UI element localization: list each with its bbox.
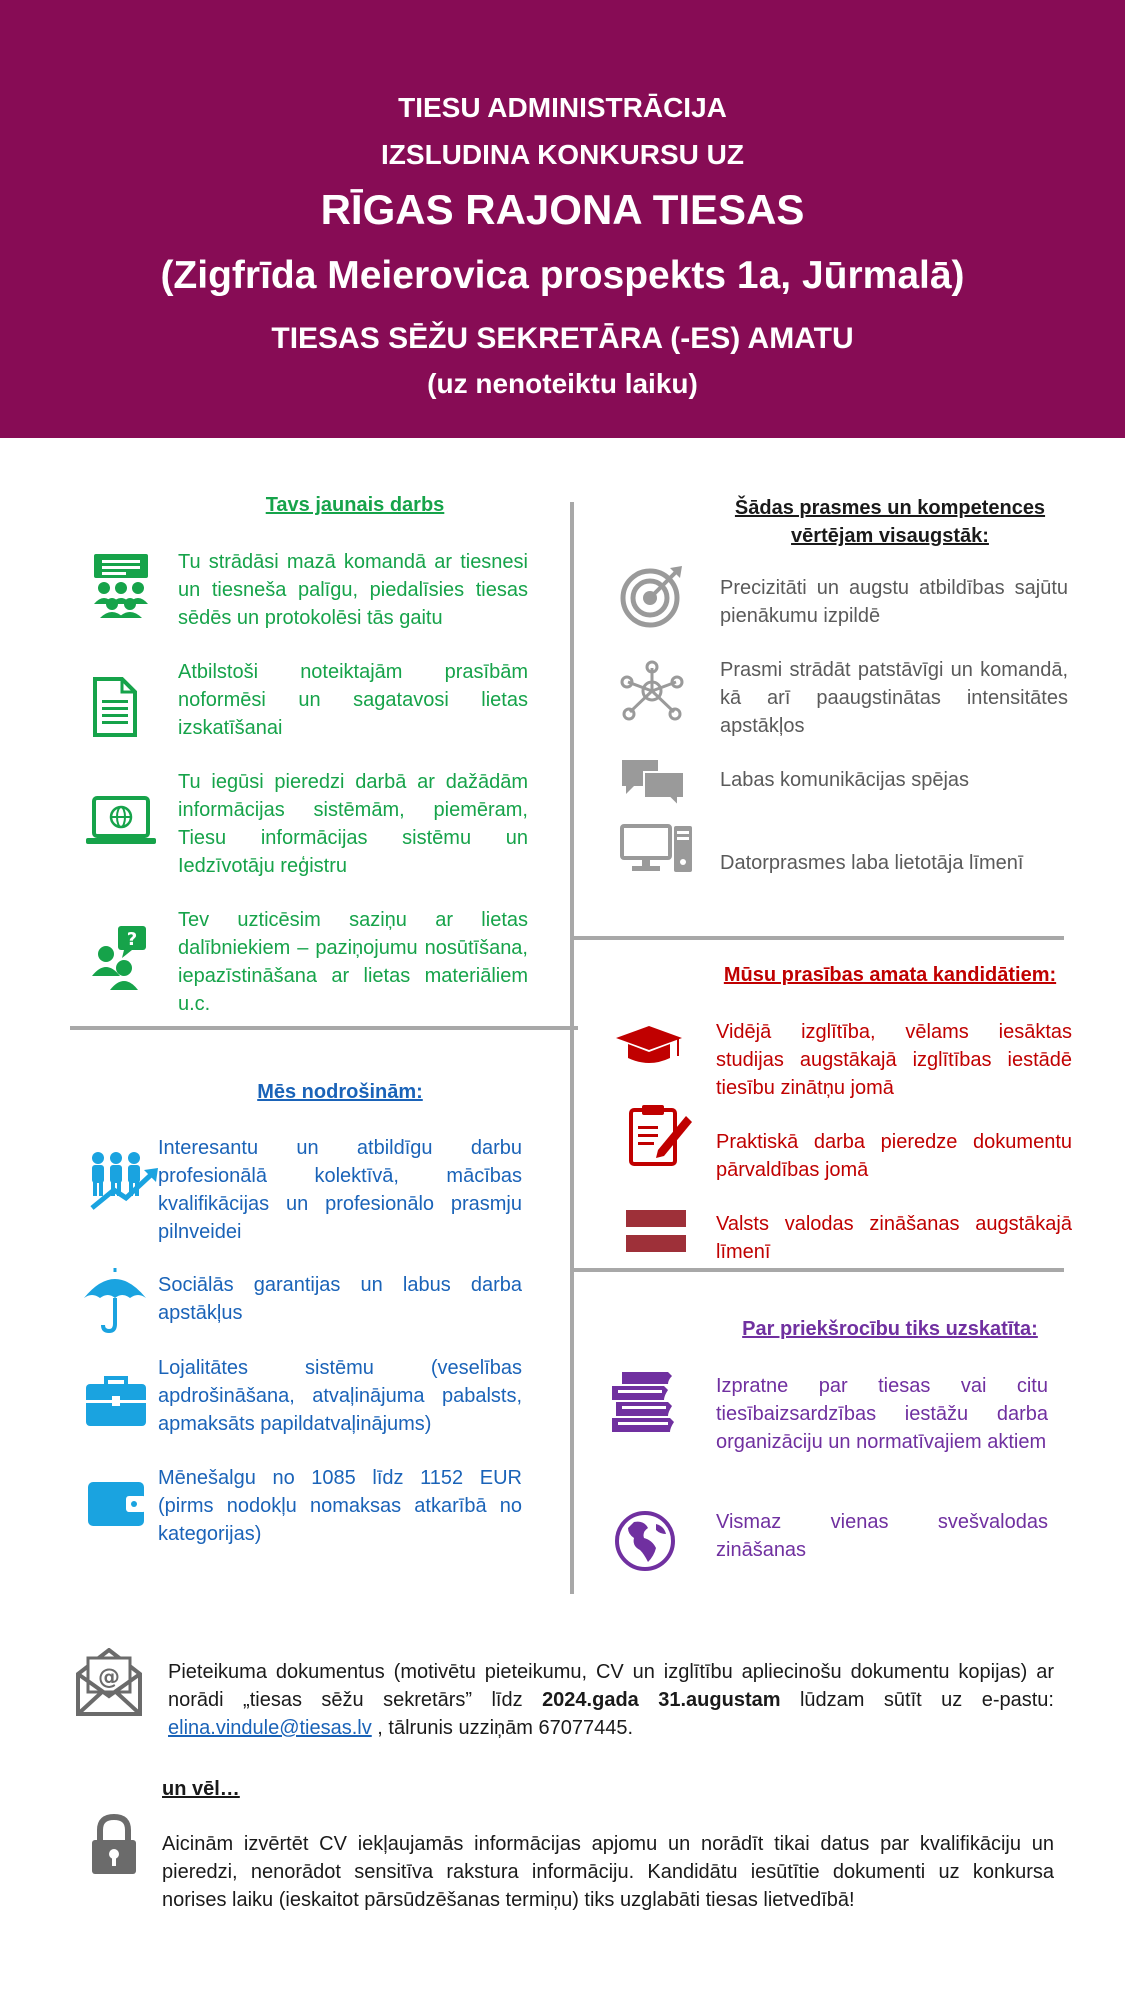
application-deadline: 2024.gada 31.augustam [542,1689,781,1711]
svg-text:?: ? [126,929,138,950]
briefcase-icon [84,1374,148,1433]
chat-bubbles-icon [620,758,686,813]
application-text-after: lūdzam sūtīt uz e-pastu: [780,1689,1054,1711]
padlock-icon [90,1814,138,1881]
job-item-2: Atbilstoši noteiktajām prasībām noformēsi un sagatavosi lietas izskatīšanai [178,661,528,739]
header-line-5: TIESAS SĒŽU SEKRETĀRA (-ES) AMATU [271,322,854,355]
header-line-1: TIESU ADMINISTRĀCIJA [398,92,727,123]
application-text-before: Pieteikuma dokumentus (motivētu pieteikumu, CV un izglītību apliecinošu dokumentu kopijas) ar norādi „tiesas sēžu sekretārs” līdz [168,1661,1054,1711]
skills-title-line-1: Šādas prasmes un kompetences [734,497,1046,519]
skills-item-4: Datorprasmes laba lietotāja līmenī [720,852,1024,874]
skills-item-3: Labas komunikācijas spējas [720,769,970,791]
header-line-3: RĪGAS RAJONA TIESAS [320,186,805,233]
job-item-1: Tu strādāsi mazā komandā ar tiesnesi un tiesneša palīgu, piedalīsies tiesas sēdēs un protokolēsi tās gaitu [178,551,528,629]
advantage-section-title: Par priekšrocību tiks uzskatīta: [742,1318,1038,1340]
team-meeting-icon [90,552,152,623]
left-divider [70,1026,578,1030]
application-email-link[interactable]: elina.vindule@tiesas.lv [168,1717,372,1739]
latvian-flag-icon [626,1210,686,1257]
job-section-title: Tavs jaunais darbs [265,494,445,516]
right-divider-1 [572,936,1064,940]
skills-title-line-2: vērtējam visaugstāk: [791,525,989,547]
header-line-6: (uz nenoteiktu laiku) [427,368,698,399]
more-title: un vēl… [162,1778,240,1800]
application-text [168,1658,1054,1742]
requirements-item-3: Valsts valodas zināšanas augstākajā līmenī [716,1213,1072,1263]
offer-item-2: Sociālās garantijas un labus darba apstākļus [158,1274,522,1324]
books-icon [608,1370,678,1439]
header-line-4: (Zigfrīda Meierovica prospekts 1a, Jūrmalā) [160,254,965,297]
header-banner [0,0,1125,438]
advantage-item-2: Vismaz vienas svešvalodas zināšanas [716,1511,1048,1561]
team-growth-icon [88,1150,160,1215]
application-text-end: , tālrunis uzziņām 67077445. [371,1717,634,1739]
graduation-cap-icon [614,1024,684,1073]
wallet-icon [86,1480,146,1533]
envelope-at-icon [76,1648,142,1721]
offer-section-title: Mēs nodrošinām: [257,1081,423,1103]
offer-item-3: Lojalitātes sistēmu (veselības apdrošināšana, atvaļinājuma pabalsts, apmaksāts papildatvaļinājums) [158,1357,522,1435]
offer-item-1: Interesantu un atbildīgu darbu profesionālā kolektīvā, mācības kvalifikācijas un profesionālo prasmju pilnveidei [158,1137,522,1243]
job-item-3: Tu iegūsi pieredzi darbā ar dažādām informācijas sistēmām, piemēram, Tiesu informācijas sistēmu un Iedzīvotāju reģistru [178,771,528,877]
network-icon [620,660,684,727]
people-question-icon [90,924,150,995]
requirements-item-1: Vidējā izglītība, vēlams iesāktas studijas augstākajā izglītības iestādē tiesību zinātņu jomā [716,1021,1072,1099]
header-line-2: IZSLUDINA KONKURSU UZ [381,139,744,170]
requirements-section-title: Mūsu prasības amata kandidātiem: [723,964,1057,986]
more-text: Aicinām izvērtēt CV iekļaujamās informācijas apjomu un norādīt tikai datus par kvalifikāciju un pieredzi, nenorādot sensitīva rakstura informāciju. Kandidātu iesūtītie dokumenti uz konkursa norises laiku (ieskaitot pārsūdzēšanas termiņu) tiks uzglabāti tiesas lietvedībā! [162,1833,1054,1911]
offer-item-4: Mēnešalgu no 1085 līdz 1152 EUR (pirms nodokļu nomaksas atkarībā no kategorijas) [158,1467,522,1545]
globe-icon [614,1510,676,1577]
skills-section-title [700,494,1080,550]
target-icon [620,564,684,633]
clipboard-pen-icon [628,1102,694,1173]
desktop-computer-icon [620,824,694,879]
umbrella-icon [82,1268,148,1339]
skills-item-1: Precizitāti un augstu atbildības sajūtu pienākumu izpildē [720,577,1068,627]
skills-item-2: Prasmi strādāt patstāvīgi un komandā, kā arī paaugstinātas intensitātes apstākļos [720,659,1068,737]
advantage-item-1: Izpratne par tiesas vai citu tiesībaizsardzības iestāžu darba organizāciju un normatīvajiem aktiem [716,1375,1048,1453]
document-icon [92,676,138,743]
requirements-item-2: Praktiskā darba pieredze dokumentu pārvaldības jomā [716,1131,1072,1181]
right-divider-2 [572,1268,1064,1272]
job-item-4: Tev uzticēsim saziņu ar lietas dalībniekiem – paziņojumu nosūtīšana, iepazīstināšana ar lietas materiāliem u.c. [178,909,528,1015]
center-divider-top [570,502,574,1594]
svg-text:@: @ [98,1665,120,1690]
laptop-globe-icon [84,796,158,851]
